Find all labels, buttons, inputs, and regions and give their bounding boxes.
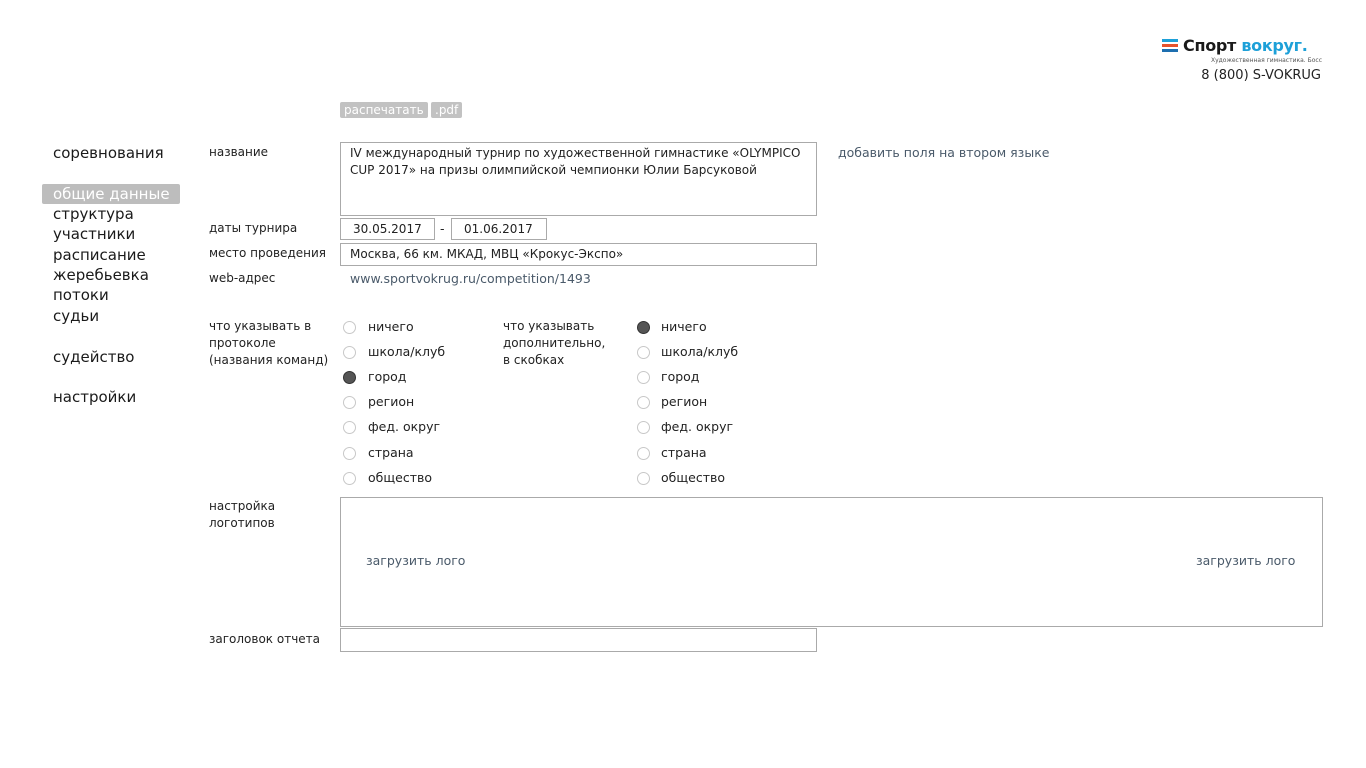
- sidebar-item-participants[interactable]: участники: [53, 225, 136, 243]
- brand-name: Спорт вокруг.: [1183, 36, 1308, 55]
- sidebar-item-schedule[interactable]: расписание: [53, 246, 146, 264]
- extra-radio-6[interactable]: [637, 472, 650, 485]
- logos-area: [340, 497, 1323, 627]
- date-from-field[interactable]: 30.05.2017: [340, 218, 435, 240]
- extra-radio-1[interactable]: [637, 346, 650, 359]
- sidebar-item-judges[interactable]: судьи: [53, 307, 100, 325]
- extra-option-label: общество: [661, 469, 725, 485]
- name-label: название: [209, 145, 269, 159]
- venue-field[interactable]: Москва, 66 км. МКАД, МВЦ «Крокус-Экспо»: [340, 243, 817, 266]
- protocol-option-label: регион: [368, 394, 415, 410]
- venue-label: место проведения: [209, 246, 326, 260]
- sidebar-item-settings[interactable]: настройки: [53, 388, 137, 406]
- extra-option-label: страна: [661, 444, 707, 460]
- logos-label: настройка логотипов: [209, 499, 276, 530]
- web-address-link[interactable]: www.sportvokrug.ru/competition/1493: [350, 271, 591, 286]
- protocol-radio-4[interactable]: [343, 421, 356, 434]
- extra-option-label: фед. округ: [661, 419, 734, 435]
- protocol-option-label: город: [368, 369, 407, 385]
- extra-radio-2[interactable]: [637, 371, 650, 384]
- protocol-radio-6[interactable]: [343, 472, 356, 485]
- extra-radio-3[interactable]: [637, 396, 650, 409]
- dates-label: даты турнира: [209, 221, 298, 235]
- upload-logo-left-link[interactable]: загрузить лого: [366, 553, 466, 568]
- sidebar-item-structure[interactable]: структура: [53, 205, 134, 223]
- sidebar-item-competitions[interactable]: соревнования: [53, 144, 164, 162]
- phone-number: 8 (800) S-VOKRUG: [1201, 68, 1321, 83]
- report-title-field[interactable]: [340, 628, 817, 652]
- protocol-option-label: страна: [368, 444, 414, 460]
- extra-radio-0[interactable]: [637, 321, 650, 334]
- protocol-radio-3[interactable]: [343, 396, 356, 409]
- web-address-label: web-адрес: [209, 271, 276, 285]
- extra-option-label: регион: [661, 394, 708, 410]
- pdf-button[interactable]: .pdf: [431, 102, 462, 118]
- protocol-label: что указывать в протоколе (названия команд): [209, 319, 329, 367]
- sidebar-item-general-data[interactable]: общие данные: [42, 184, 180, 204]
- protocol-option-label: фед. округ: [368, 419, 441, 435]
- brand-logo[interactable]: [1162, 37, 1322, 63]
- extra-option-label: город: [661, 369, 700, 385]
- extra-option-label: ничего: [661, 319, 707, 334]
- extra-label: что указывать дополнительно, в скобках: [503, 319, 606, 367]
- protocol-option-label: школа/клуб: [368, 344, 446, 360]
- protocol-radio-2[interactable]: [343, 371, 356, 384]
- protocol-option-label: ничего: [368, 319, 414, 334]
- protocol-option-label: общество: [368, 469, 432, 485]
- extra-radio-5[interactable]: [637, 447, 650, 460]
- sidebar-item-judging[interactable]: судейство: [53, 348, 135, 366]
- protocol-radio-0[interactable]: [343, 321, 356, 334]
- protocol-radio-5[interactable]: [343, 447, 356, 460]
- extra-radio-4[interactable]: [637, 421, 650, 434]
- add-second-language-link[interactable]: добавить поля на втором языке: [838, 145, 1050, 160]
- sidebar-item-draw[interactable]: жеребьевка: [53, 266, 149, 284]
- brand-subtitle: Художественная гимнастика. Босс: [1210, 57, 1322, 64]
- date-to-field[interactable]: 01.06.2017: [451, 218, 547, 240]
- extra-option-label: школа/клуб: [661, 344, 739, 360]
- sidebar-item-flows[interactable]: потоки: [53, 286, 109, 304]
- logo-bars-icon: [1162, 39, 1178, 53]
- protocol-radio-1[interactable]: [343, 346, 356, 359]
- date-separator: -: [440, 221, 445, 236]
- upload-logo-right-link[interactable]: загрузить лого: [1196, 553, 1296, 568]
- report-title-label: заголовок отчета: [209, 632, 321, 646]
- print-button[interactable]: распечатать: [340, 102, 428, 118]
- name-field[interactable]: IV международный турнир по художественной гимнастике «OLYMPICO CUP 2017» на призы олимпийской чемпионки Юлии Барсуковой: [340, 142, 817, 216]
